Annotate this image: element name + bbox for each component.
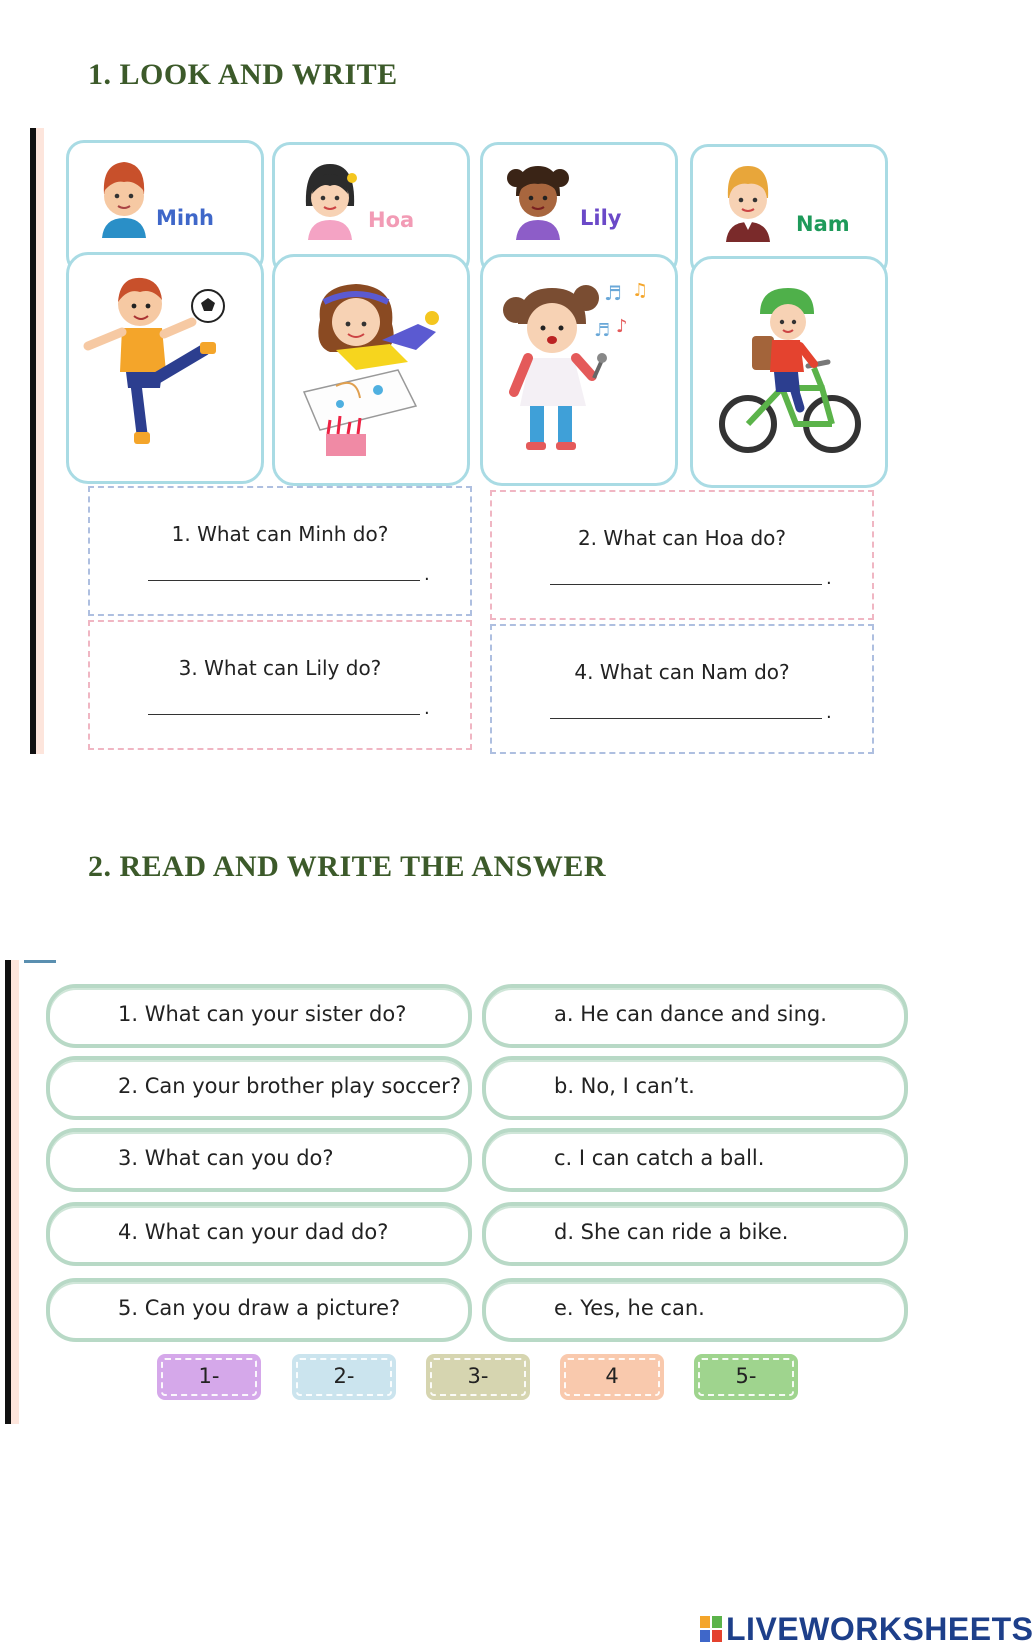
- question-box-4: 4. What can Nam do? .: [490, 624, 874, 754]
- girl-curly-face-icon: [508, 156, 568, 240]
- answer-box-5[interactable]: 5-: [694, 1354, 798, 1400]
- match-answer-b[interactable]: b. No, I can’t.: [482, 1056, 908, 1120]
- question-text: 2. What can Hoa do?: [577, 526, 787, 550]
- match-question-1[interactable]: 1. What can your sister do?: [46, 984, 472, 1048]
- answer-line[interactable]: [148, 714, 420, 715]
- match-question-2[interactable]: 2. Can your brother play soccer?: [46, 1056, 472, 1120]
- svg-text:♬: ♬: [604, 281, 622, 305]
- answer-box-3[interactable]: 3-: [426, 1354, 530, 1400]
- logo-grid-icon: [700, 1616, 722, 1642]
- boy-face-icon: [94, 154, 154, 238]
- left-margin-tint: [36, 128, 44, 754]
- boy-blond-face-icon: [718, 158, 778, 242]
- character-card-minh: [66, 140, 258, 478]
- question-text: 3. What can Lily do?: [178, 656, 382, 680]
- match-question-3[interactable]: 3. What can you do?: [46, 1128, 472, 1192]
- left-margin-bar: [30, 128, 36, 754]
- question-text: 1. What can Minh do?: [171, 522, 389, 546]
- character-card-hoa: [272, 142, 464, 480]
- answer-box-4[interactable]: 4: [560, 1354, 664, 1400]
- answer-line[interactable]: [550, 718, 822, 719]
- answer-line[interactable]: [148, 580, 420, 581]
- match-question-4[interactable]: 4. What can your dad do?: [46, 1202, 472, 1266]
- left-margin-bar: [5, 960, 11, 1424]
- match-question-5[interactable]: 5. Can you draw a picture?: [46, 1278, 472, 1342]
- left-margin-tint: [11, 960, 19, 1424]
- soccer-icon: [80, 264, 244, 464]
- svg-text:♬: ♬: [594, 320, 611, 341]
- brand-text: LIVEWORKSHEETS: [726, 1610, 1033, 1647]
- corner-mark: [24, 960, 56, 963]
- drawing-icon: [286, 266, 450, 466]
- match-answer-a[interactable]: a. He can dance and sing.: [482, 984, 908, 1048]
- character-card-nam: [690, 144, 882, 482]
- singing-icon: [494, 266, 658, 466]
- match-answer-d[interactable]: d. She can ride a bike.: [482, 1202, 908, 1266]
- card-name: Nam: [796, 212, 850, 236]
- answer-line[interactable]: [550, 584, 822, 585]
- svg-text:♫: ♫: [632, 280, 649, 301]
- girl-face-icon: [300, 156, 360, 240]
- card-name: Lily: [580, 206, 622, 230]
- answer-box-1[interactable]: 1-: [157, 1354, 261, 1400]
- match-answer-e[interactable]: e. Yes, he can.: [482, 1278, 908, 1342]
- svg-text:♪: ♪: [616, 316, 628, 337]
- question-box-3: 3. What can Lily do? .: [88, 620, 472, 750]
- section-1-title: 1. LOOK AND WRITE: [88, 58, 398, 91]
- card-name: Minh: [156, 206, 214, 230]
- answer-box-2[interactable]: 2-: [292, 1354, 396, 1400]
- section-2-title: 2. READ AND WRITE THE ANSWER: [88, 850, 607, 883]
- card-name: Hoa: [368, 208, 415, 232]
- question-box-2: 2. What can Hoa do? .: [490, 490, 874, 620]
- liveworksheets-logo: [700, 1611, 1033, 1647]
- bike-icon: [704, 268, 868, 468]
- match-answer-c[interactable]: c. I can catch a ball.: [482, 1128, 908, 1192]
- question-text: 4. What can Nam do?: [574, 660, 790, 684]
- question-box-1: 1. What can Minh do? .: [88, 486, 472, 616]
- character-card-lily: [480, 142, 672, 480]
